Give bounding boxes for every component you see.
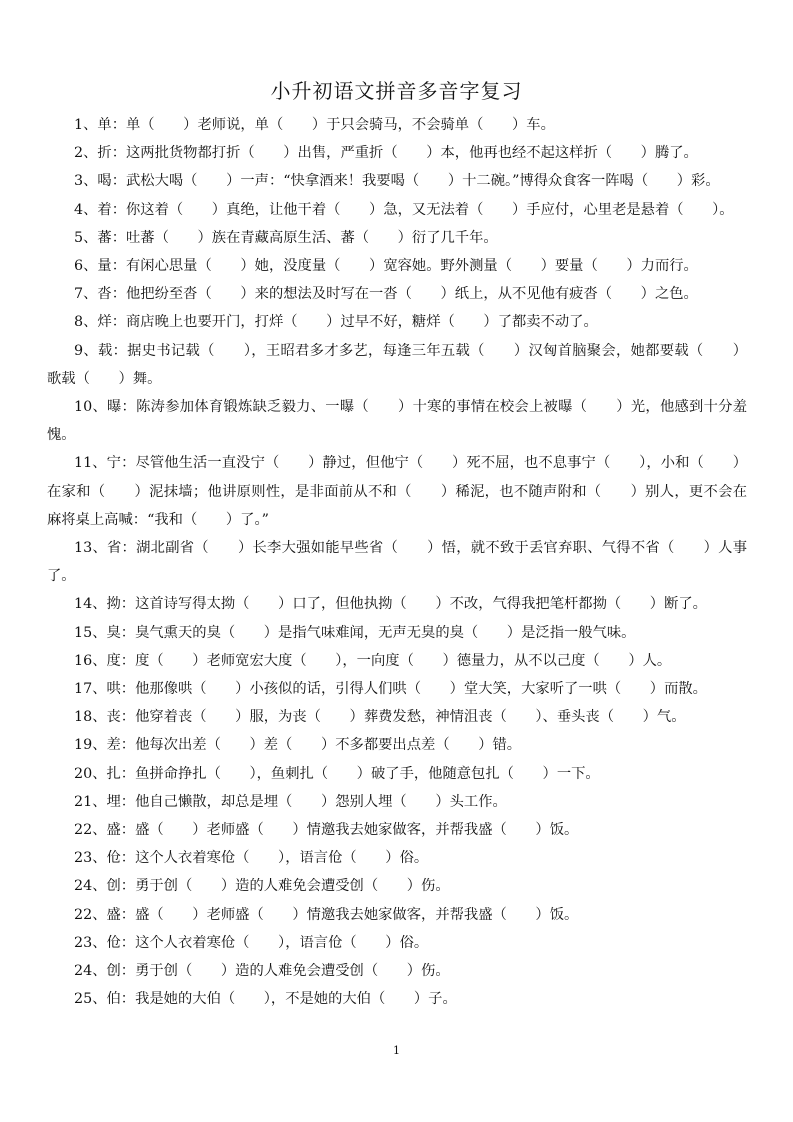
exercise-item-2: 2、折：这两批货物都打折（ ）出售，严重折（ ）本，他再也经不起这样折（ ）腾了。 <box>74 145 698 162</box>
document-title: 小升初语文拼音多音字复习 <box>270 79 523 103</box>
exercise-item-21: 21、埋：他自己懒散，却总是埋（ ）怨别人埋（ ）头工作。 <box>74 793 507 810</box>
exercise-item-1: 1、单：单（ ）老师说，单（ ）于只会骑马，不会骑单（ ）车。 <box>74 117 555 133</box>
exercise-item-16: 16、度：度（ ）老师宽宏大度（ ），一向度（ ）德量力，从不以己度（ ）人。 <box>74 652 672 669</box>
exercise-item-23-repeat: 23、伧：这个人衣着寒伧（ ），语言伧（ ）俗。 <box>74 934 429 951</box>
exercise-item-15: 15、臭：臭气熏天的臭（ ）是指气味难闻，无声无臭的臭（ ）是泛指一般气味。 <box>74 624 636 641</box>
exercise-item-20: 20、扎：鱼拼命挣扎（ ），鱼刺扎（ ）破了手，他随意包扎（ ）一下。 <box>74 765 600 782</box>
exercise-list <box>47 111 747 1014</box>
exercise-item-9: 9、载：据史书记载（ ），王昭君多才多艺，每逢三年五载（ ）汉匈首脑聚会，她都要载（ ）歌载（ ）舞。 <box>47 342 747 387</box>
exercise-item-6: 6、量：有闲心思量（ ）她，没度量（ ）宽容她。野外测量（ ）要量（ ）力而行。 <box>74 258 698 275</box>
exercise-item-17: 17、哄：他那像哄（ ）小孩似的话，引得人们哄（ ）堂大笑，大家听了一哄（ ）而散。 <box>74 681 707 698</box>
exercise-item-24-repeat: 24、创：勇于创（ ）造的人难免会遭受创（ ）伤。 <box>74 963 450 980</box>
exercise-item-19: 19、差：他每次出差（ ）差（ ）不多都要出点差（ ）错。 <box>74 737 522 754</box>
exercise-item-3: 3、喝：武松大喝（ ）一声：“快拿酒来！我要喝（ ）十二碗。”博得众食客一阵喝（ ）彩。 <box>74 173 720 190</box>
exercise-item-18: 18、丧：他穿着丧（ ）服，为丧（ ）葬费发愁，神情沮丧（ ）、垂头丧（ ）气。 <box>74 709 686 726</box>
exercise-item-7: 7、沓：他把纷至沓（ ）来的想法及时写在一沓（ ）纸上，从不见他有疲沓（ ）之色。 <box>74 286 698 303</box>
exercise-item-25: 25、伯：我是她的大伯（ ），不是她的大伯（ ）子。 <box>74 991 457 1008</box>
exercise-item-23: 23、伧：这个人衣着寒伧（ ），语言伧（ ）俗。 <box>74 850 429 867</box>
exercise-item-22-repeat: 22、盛：盛（ ）老师盛（ ）情邀我去她家做客，并帮我盛（ ）饭。 <box>74 906 579 923</box>
exercise-item-4: 4、着：你这着（ ）真绝，让他干着（ ）急，又无法着（ ）手应付，心里老是悬着（ ）。 <box>74 201 734 218</box>
page-number: 1 <box>393 1044 400 1057</box>
exercise-item-8: 8、烊：商店晚上也要开门，打烊（ ）过早不好，糖烊（ ）了都卖不动了。 <box>74 314 598 331</box>
exercise-item-14: 14、拗：这首诗写得太拗（ ）口了，但他执拗（ ）不改，气得我把笔杆都拗（ ）断了。 <box>74 596 707 613</box>
exercise-item-22: 22、盛：盛（ ）老师盛（ ）情邀我去她家做客，并帮我盛（ ）饭。 <box>74 822 579 839</box>
exercise-item-24: 24、创：勇于创（ ）造的人难免会遭受创（ ）伤。 <box>74 878 450 895</box>
exercise-item-10: 10、曝：陈涛参加体育锻炼缺乏毅力、一曝（ ）十寒的事情在校会上被曝（ ）光，他感到十分羞愧。 <box>47 399 747 444</box>
exercise-item-11: 11、宁：尽管他生活一直没宁（ ）静过，但他宁（ ）死不屈，也不息事宁（ ），小和（ ）在家和（ ）泥抹墙；他讲原则性，是非面前从不和（ ）稀泥，也不随声附和（ ）别人，更不会在麻将桌上高喊：“我和（ ）了。” <box>47 455 747 528</box>
exercise-item-5: 5、蕃：吐蕃（ ）族在青藏高原生活、蕃（ ）衍了几千年。 <box>74 229 498 246</box>
exercise-item-13: 13、省：湖北副省（ ）长李大强如能早些省（ ）悟，就不致于丢官弃职、气得不省（ ）人事了。 <box>47 540 747 585</box>
